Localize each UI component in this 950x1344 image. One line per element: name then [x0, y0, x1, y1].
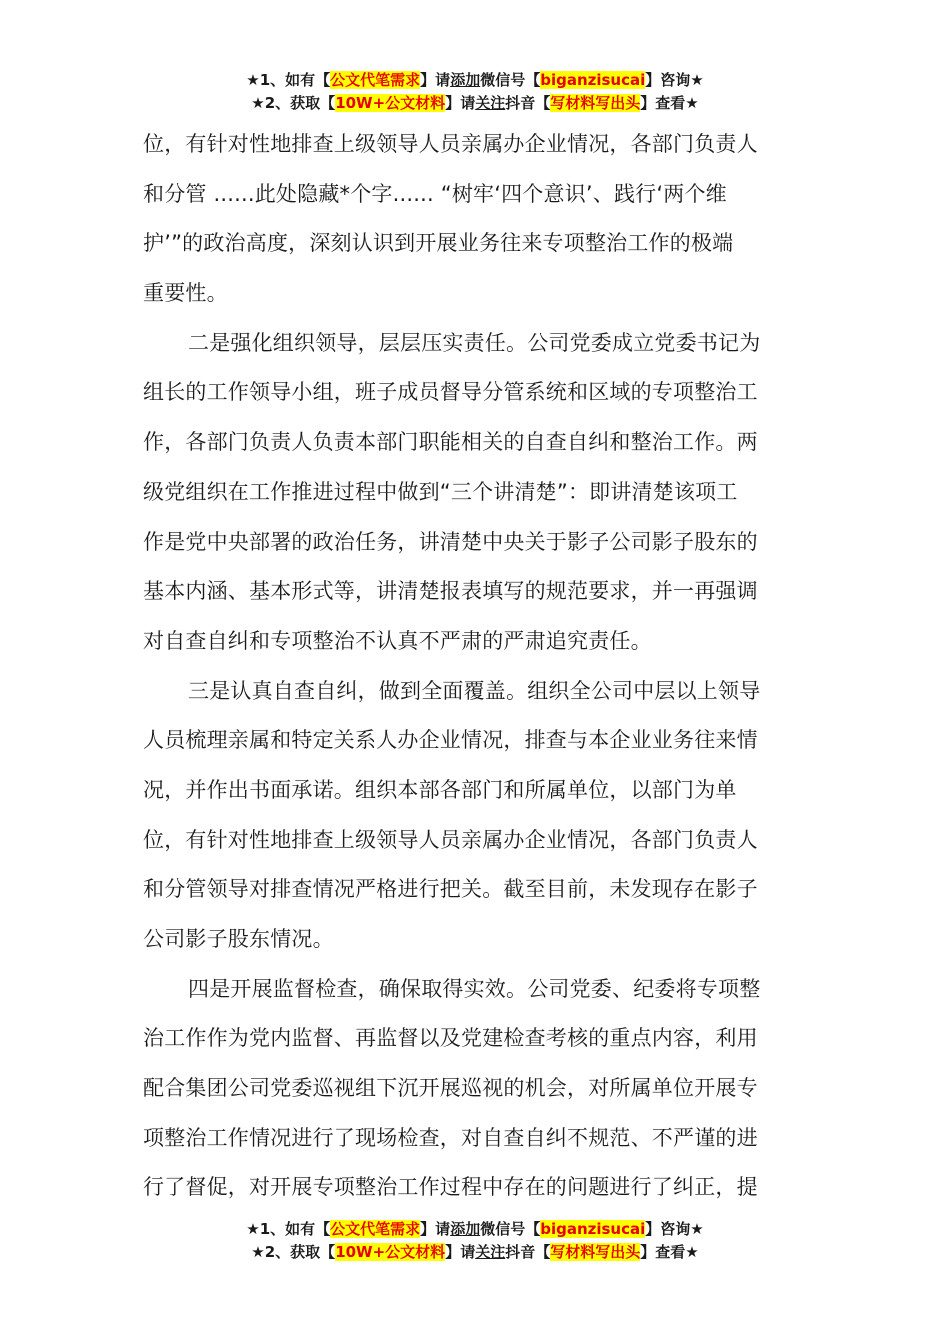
document-body: [143, 120, 803, 1213]
text-line: 行了督促，对开展专项整治工作过程中存在的问题进行了纠正，提: [143, 1175, 758, 1200]
emphasis-text: 关注: [475, 94, 506, 112]
highlight-text: 公文代笔需求: [330, 1220, 421, 1238]
text-line: 公司影子股东情况。: [143, 927, 334, 951]
banner-text: 】请: [445, 94, 476, 112]
banner-text: ★2、获取【: [251, 1243, 336, 1261]
banner-text: 】查看★: [640, 1243, 699, 1261]
text-line: 级党组织在工作推进过程中做到“三个讲清楚”：即讲清楚该项工: [143, 479, 738, 504]
highlight-text: biganzisucai: [540, 1220, 646, 1238]
highlight-text: 写材料写出头: [550, 1243, 641, 1261]
highlight-text: 10W+公文材料: [335, 94, 446, 112]
highlight-text: 公文代笔需求: [330, 71, 421, 89]
text-line: 人员梳理亲属和特定关系人办企业情况，排查与本企业业务往来情: [143, 728, 758, 753]
highlight-text: 写材料写出头: [550, 94, 641, 112]
text-line: 项整治工作情况进行了现场检查，对自查自纠不规范、不严谨的进: [143, 1125, 758, 1150]
text-line: 重要性。: [143, 281, 228, 306]
banner-text: 】请: [420, 71, 451, 89]
footer-banner: [0, 1218, 950, 1264]
banner-text: 】请: [420, 1220, 451, 1238]
paragraph-start-line: 三是认真自查自纠，做到全面覆盖。组织全公司中层以上领导: [188, 678, 761, 703]
banner-line-1: [0, 1218, 950, 1241]
text-line: 位，有针对性地排查上级领导人员亲属办企业情况，各部门负责人: [143, 132, 758, 156]
banner-text: 微信号【: [480, 1220, 541, 1238]
banner-text: 】查看★: [640, 94, 699, 112]
emphasis-text: 添加: [450, 1220, 481, 1238]
banner-text: ★1、如有【: [246, 71, 331, 89]
text-line: 作，各部门负责人负责本部门职能相关的自查自纠和整治工作。两: [143, 430, 758, 455]
banner-text: 微信号【: [480, 71, 541, 89]
text-line: 作是党中央部署的政治任务，讲清楚中央关于影子公司影子股东的: [143, 529, 758, 554]
text-line: 况，并作出书面承诺。组织本部各部门和所属单位，以部门为单: [143, 777, 737, 802]
banner-text: 抖音【: [505, 1243, 551, 1261]
text-line: 配合集团公司党委巡视组下沉开展巡视的机会，对所属单位开展专: [143, 1076, 758, 1101]
banner-line-2: [0, 92, 950, 115]
highlight-text: 10W+公文材料: [335, 1243, 446, 1261]
text-line: 组长的工作领导小组，班子成员督导分管系统和区域的专项整治工: [143, 380, 758, 405]
banner-line-2: [0, 1241, 950, 1264]
paragraph-start-line: 二是强化组织领导，层层压实责任。公司党委成立党委书记为: [188, 330, 761, 355]
text-line: 和分管 ......此处隐藏*个字...... “树牢‘四个意识’、践行‘两个维: [143, 181, 727, 206]
banner-line-1: [0, 69, 950, 92]
banner-text: 】咨询★: [645, 1220, 704, 1238]
banner-text: ★2、获取【: [251, 94, 336, 112]
emphasis-text: 添加: [450, 71, 481, 89]
banner-text: 抖音【: [505, 94, 551, 112]
text-line: 护’”的政治高度，深刻认识到开展业务往来专项整治工作的极端: [143, 231, 734, 256]
header-banner: [0, 69, 950, 115]
text-line: 治工作作为党内监督、再监督以及党建检查考核的重点内容，利用: [143, 1026, 758, 1051]
highlight-text: biganzisucai: [540, 71, 646, 89]
text-line: 基本内涵、基本形式等，讲清楚报表填写的规范要求，并一再强调: [143, 579, 758, 604]
text-line: 和分管领导对排查情况严格进行把关。截至目前，未发现存在影子: [143, 877, 758, 902]
text-line: 对自查自纠和专项整治不认真不严肃的严肃追究责任。: [143, 628, 652, 653]
text-line: 位，有针对性地排查上级领导人员亲属办企业情况，各部门负责人: [143, 827, 758, 852]
banner-text: ★1、如有【: [246, 1220, 331, 1238]
banner-text: 】咨询★: [645, 71, 704, 89]
paragraph-start-line: 四是开展监督检查，确保取得实效。公司党委、纪委将专项整: [188, 976, 761, 1001]
emphasis-text: 关注: [475, 1243, 506, 1261]
banner-text: 】请: [445, 1243, 476, 1261]
